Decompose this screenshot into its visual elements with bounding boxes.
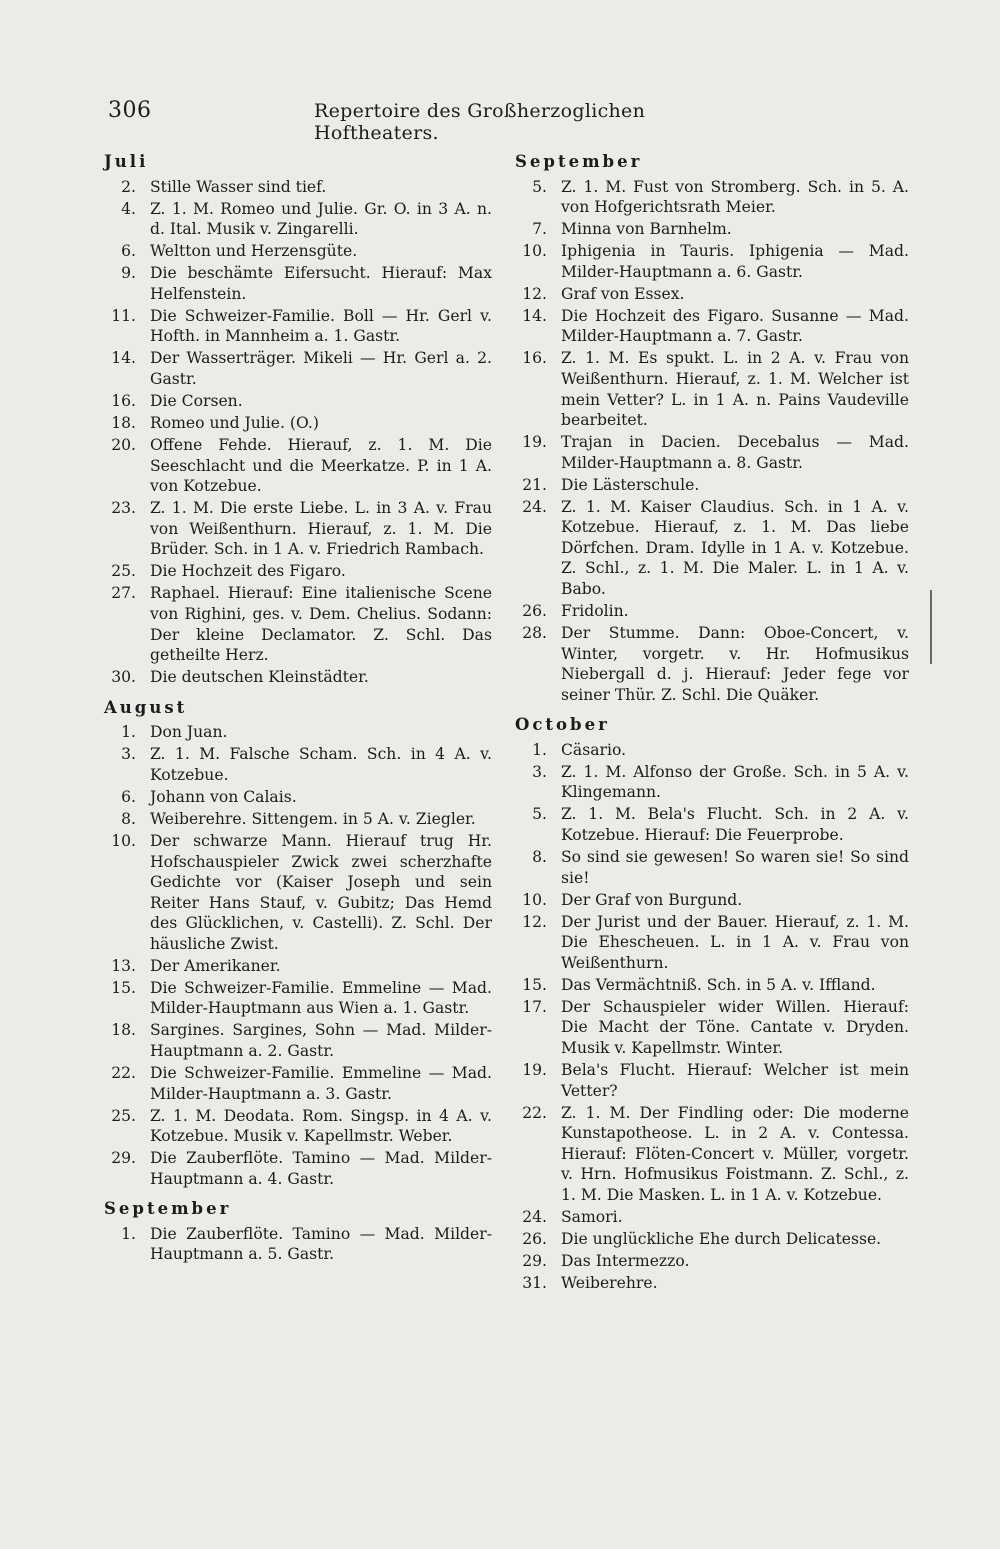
entry-text: Der Schauspieler wider Willen. Hierauf: Die Macht der Töne. Cantate v. Dryden. Musik v. Kapellmstr. Winter. (561, 997, 909, 1057)
entry-day: 5. (532, 177, 547, 196)
performance-entry (106, 1106, 492, 1147)
month-heading: August (104, 697, 188, 717)
entry-day: 18. (111, 1021, 136, 1040)
performance-entry (106, 667, 492, 688)
entry-text: Die deutschen Kleinstädter. (150, 668, 369, 687)
entry-day: 18. (111, 414, 136, 433)
entry-day: 24. (522, 497, 547, 516)
entry-day: 8. (121, 809, 136, 828)
performance-entry (106, 413, 492, 434)
performance-entry (517, 475, 909, 496)
performance-entry (517, 975, 909, 996)
entry-text: Der Amerikaner. (150, 956, 281, 975)
entry-text: Der Jurist und der Bauer. Hierauf, z. 1. M. Die Ehescheuen. L. in 1 A. v. Frau von Weißenthurn. (561, 912, 909, 972)
performance-entry (106, 722, 492, 743)
performance-entry (517, 804, 909, 845)
performance-entry (106, 348, 492, 389)
performance-entry (517, 1207, 909, 1228)
entry-text: Das Vermächtniß. Sch. in 5 A. v. Iffland. (561, 975, 876, 994)
entry-text: Die Lästerschule. (561, 475, 700, 494)
entry-text: So sind sie gewesen! So waren sie! So sind sie! (561, 848, 909, 887)
page-number: 306 (108, 98, 152, 123)
performance-entry (517, 497, 909, 600)
performance-entry (106, 498, 492, 560)
performance-entry (106, 1020, 492, 1061)
entry-text: Z. 1. M. Deodata. Rom. Singsp. in 4 A. v. Kotzebue. Musik v. Kapellmstr. Weber. (150, 1106, 492, 1146)
entry-text: Die Hochzeit des Figaro. Susanne — Mad. Milder-Hauptmann a. 7. Gastr. (561, 306, 909, 346)
performance-entry (106, 1224, 492, 1265)
entry-day: 4. (121, 199, 136, 218)
entry-day: 25. (111, 1106, 136, 1125)
entry-day: 31. (522, 1273, 547, 1292)
entry-day: 26. (522, 601, 547, 620)
entry-day: 17. (522, 997, 547, 1016)
entry-day: 30. (111, 668, 136, 687)
entry-text: Die unglückliche Ehe durch Delicatesse. (561, 1229, 882, 1248)
entry-text: Stille Wasser sind tief. (150, 177, 327, 196)
month-heading: October (515, 715, 610, 735)
performance-entry (517, 912, 909, 974)
entry-day: 5. (532, 805, 547, 824)
entry-day: 15. (111, 978, 136, 997)
entry-text: Die Corsen. (150, 392, 243, 411)
entry-text: Die Zauberflöte. Tamino — Mad. Milder-Hauptmann a. 4. Gastr. (150, 1149, 492, 1188)
performance-entry (517, 890, 909, 911)
entry-day: 13. (111, 956, 136, 975)
page-header (108, 98, 708, 144)
entry-text: Der Graf von Burgund. (561, 890, 743, 909)
performance-entry (517, 997, 909, 1059)
entry-text: Die Schweizer-Familie. Boll — Hr. Gerl v. Hofth. in Mannheim a. 1. Gastr. (150, 306, 492, 346)
performance-entry (106, 831, 492, 954)
performance-entry (106, 978, 492, 1019)
performance-entry (106, 177, 492, 198)
entry-text: Weiberehre. Sittengem. in 5 A. v. Ziegler. (150, 809, 476, 828)
right-column (517, 152, 909, 1295)
entry-day: 2. (121, 177, 136, 196)
performance-entry (106, 1148, 492, 1189)
entry-text: Cäsario. (561, 740, 627, 759)
performance-entry (517, 1273, 909, 1294)
entry-day: 29. (111, 1149, 136, 1168)
performance-entry (517, 1229, 909, 1250)
performance-entry (517, 1060, 909, 1101)
entry-day: 10. (522, 890, 547, 909)
entry-day: 25. (111, 562, 136, 581)
entry-day: 9. (121, 264, 136, 283)
entry-text: Fridolin. (561, 601, 629, 620)
entry-text: Der Wasserträger. Mikeli — Hr. Gerl a. 2. Gastr. (150, 349, 492, 388)
running-title: Repertoire des Großherzoglichen Hoftheaters. (314, 100, 646, 144)
performance-entry (517, 1103, 909, 1206)
performance-entry (106, 561, 492, 582)
performance-entry (517, 348, 909, 430)
month-heading: September (104, 1199, 232, 1219)
entry-day: 12. (522, 284, 547, 303)
performance-entry (106, 306, 492, 347)
entry-day: 1. (121, 1224, 136, 1243)
entry-day: 6. (121, 787, 136, 806)
performance-entry (517, 623, 909, 705)
entry-day: 11. (111, 306, 136, 325)
entry-day: 16. (111, 392, 136, 411)
entry-text: Sargines. Sargines, Sohn — Mad. Milder-Hauptmann a. 2. Gastr. (150, 1021, 492, 1060)
entry-text: Iphigenia in Tauris. Iphigenia — Mad. Milder-Hauptmann a. 6. Gastr. (561, 242, 909, 281)
performance-entry (106, 787, 492, 808)
entry-day: 1. (532, 740, 547, 759)
entry-day: 19. (522, 1060, 547, 1079)
margin-mark (930, 590, 932, 664)
performance-entry (106, 435, 492, 497)
entry-day: 19. (522, 433, 547, 452)
entry-text: Graf von Essex. (561, 284, 685, 303)
entry-day: 1. (121, 723, 136, 742)
entry-text: Samori. (561, 1207, 623, 1226)
entry-text: Don Juan. (150, 723, 228, 742)
entry-text: Weltton und Herzensgüte. (150, 242, 358, 261)
entry-text: Johann von Calais. (150, 787, 297, 806)
entry-day: 14. (111, 349, 136, 368)
performance-entry (106, 809, 492, 830)
left-column (106, 152, 492, 1266)
performance-entry (106, 241, 492, 262)
entry-text: Z. 1. M. Falsche Scham. Sch. in 4 A. v. Kotzebue. (150, 745, 492, 784)
entry-day: 7. (532, 220, 547, 239)
entry-text: Romeo und Julie. (O.) (150, 414, 319, 433)
entry-day: 10. (522, 242, 547, 261)
entry-day: 3. (121, 745, 136, 764)
performance-entry (517, 847, 909, 888)
performance-entry (517, 306, 909, 347)
entry-day: 27. (111, 584, 136, 603)
performance-entry (517, 177, 909, 218)
entry-text: Raphael. Hierauf: Eine italienische Scene von Righini, ges. v. Dem. Chelius. Sodann: Der kleine Declamator. Z. Schl. Das getheilte Herz. (150, 584, 492, 665)
performance-entry (106, 583, 492, 665)
entry-text: Weiberehre. (561, 1273, 658, 1292)
month-heading: Juli (104, 152, 149, 171)
entry-day: 28. (522, 624, 547, 643)
performance-entry (106, 1063, 492, 1104)
entry-text: Z. 1. M. Fust von Stromberg. Sch. in 5. A. von Hofgerichtsrath Meier. (561, 177, 909, 217)
entry-text: Z. 1. M. Romeo und Julie. Gr. O. in 3 A. n. d. Ital. Musik v. Zingarelli. (150, 199, 492, 239)
entry-day: 10. (111, 831, 136, 850)
performance-entry (517, 241, 909, 282)
entry-text: Bela's Flucht. Hierauf: Welcher ist mein Vetter? (561, 1060, 909, 1100)
entry-text: Der Stumme. Dann: Oboe-Concert, v. Winter, vorgetr. v. Hr. Hofmusikus Niebergall d. j. Hierauf: Jeder fege vor seiner Thür. Z. Schl. Die Quäker. (561, 624, 909, 704)
entry-text: Die Schweizer-Familie. Emmeline — Mad. Milder-Hauptmann aus Wien a. 1. Gastr. (150, 978, 492, 1018)
entry-text: Trajan in Dacien. Decebalus — Mad. Milder-Hauptmann a. 8. Gastr. (561, 433, 909, 472)
performance-entry (106, 744, 492, 785)
entry-day: 26. (522, 1229, 547, 1248)
performance-entry (517, 601, 909, 622)
entry-text: Z. 1. M. Kaiser Claudius. Sch. in 1 A. v. Kotzebue. Hierauf, z. 1. M. Das liebe Dörfchen. Dram. Idylle in 1 A. v. Kotzebue. Z. Schl., z. 1. M. Die Maler. L. in 1 A. v. Babo. (561, 497, 909, 598)
entry-day: 6. (121, 242, 136, 261)
entry-day: 12. (522, 912, 547, 931)
entry-text: Die Zauberflöte. Tamino — Mad. Milder-Hauptmann a. 5. Gastr. (150, 1224, 492, 1264)
entry-day: 22. (111, 1063, 136, 1082)
entry-text: Z. 1. M. Die erste Liebe. L. in 3 A. v. Frau von Weißenthurn. Hierauf, z. 1. M. Die Brüder. Sch. in 1 A. v. Friedrich Rambach. (150, 499, 492, 559)
entry-text: Die Schweizer-Familie. Emmeline — Mad. Milder-Hauptmann a. 3. Gastr. (150, 1063, 492, 1103)
entry-text: Das Intermezzo. (561, 1251, 690, 1270)
entry-text: Minna von Barnhelm. (561, 220, 732, 239)
entry-day: 29. (522, 1251, 547, 1270)
entry-day: 23. (111, 499, 136, 518)
entry-text: Z. 1. M. Es spukt. L. in 2 A. v. Frau von Weißenthurn. Hierauf, z. 1. M. Welcher ist mein Vetter? L. in 1 A. n. Pains Vaudeville bearbeitet. (561, 349, 909, 430)
entry-text: Z. 1. M. Bela's Flucht. Sch. in 2 A. v. Kotzebue. Hierauf: Die Feuerprobe. (561, 805, 909, 844)
performance-entry (517, 762, 909, 803)
performance-entry (517, 740, 909, 761)
performance-entry (106, 391, 492, 412)
performance-entry (517, 1251, 909, 1272)
performance-entry (517, 432, 909, 473)
entry-day: 8. (532, 848, 547, 866)
performance-entry (106, 199, 492, 240)
entry-text: Der schwarze Mann. Hierauf trug Hr. Hofschauspieler Zwick zwei scherzhafte Gedichte vor (Kaiser Joseph und sein Reiter Hans Stauf, v. Gubitz; Das Hemd des Glücklichen, v. Castelli). Z. Schl. Der häusliche Zwist. (150, 831, 492, 953)
entry-day: 3. (532, 762, 547, 781)
month-heading: September (515, 152, 643, 171)
entry-day: 16. (522, 349, 547, 368)
entry-text: Offene Fehde. Hierauf, z. 1. M. Die Seeschlacht und die Meerkatze. P. in 1 A. von Kotzebue. (150, 436, 492, 496)
entry-text: Die Hochzeit des Figaro. (150, 562, 346, 581)
entry-day: 15. (522, 975, 547, 994)
performance-entry (106, 956, 492, 977)
entry-day: 24. (522, 1207, 547, 1226)
performance-entry (517, 284, 909, 305)
performance-entry (106, 263, 492, 304)
entry-day: 22. (522, 1103, 547, 1122)
performance-entry (517, 219, 909, 240)
entry-text: Die beschämte Eifersucht. Hierauf: Max Helfenstein. (150, 264, 492, 303)
entry-day: 21. (522, 475, 547, 494)
entry-day: 20. (111, 436, 136, 455)
entry-text: Z. 1. M. Der Findling oder: Die moderne Kunstapotheose. L. in 2 A. v. Contessa. Hierauf: Flöten-Concert v. Müller, vorgetr. v. Hrn. Hofmusikus Foistmann. Z. Schl., z. 1. M. Die Masken. L. in 1 A. v. Kotzebue. (561, 1103, 909, 1204)
entry-text: Z. 1. M. Alfonso der Große. Sch. in 5 A. v. Klingemann. (561, 762, 909, 802)
entry-day: 14. (522, 306, 547, 325)
